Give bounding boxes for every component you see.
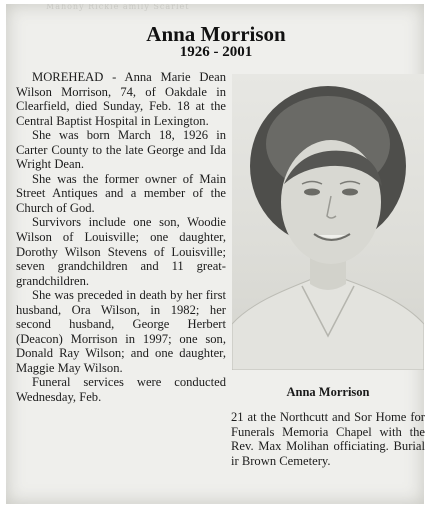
bleed-through-text: Mahony Rickie amily Scarlet	[46, 4, 190, 11]
portrait-illustration	[232, 74, 424, 370]
photo-caption: Anna Morrison	[286, 385, 370, 399]
paragraph-occupation: She was the former owner of Main Street Antiques and a member of the Church of God.	[16, 171, 226, 215]
obituary-body-left-column	[16, 70, 226, 405]
obituary-years: 1926 - 2001	[179, 44, 253, 60]
paragraph-funeral-continued: 21 at the Northcutt and Sor Home for Funerals Memoria Chapel with the Rev. Max Molihan officiating. Burial ir Brown Cemetery.	[231, 410, 425, 468]
obituary-body-right-column	[231, 410, 425, 468]
portrait-photo	[232, 74, 424, 370]
paragraph-birth: She was born March 18, 1926 in Carter County to the late George and Ida Wright Dean.	[16, 128, 226, 172]
obituary-name: Anna Morrison	[146, 22, 286, 46]
paragraph-death-notice: MOREHEAD - Anna Marie Dean Wilson Morrison, 74, of Oakdale in Clearfield, died Sunday, Feb. 18 at the Central Baptist Hospital in Lexington.	[16, 70, 226, 128]
paragraph-survivors: Survivors include one son, Woodie Wilson of Louisville; one daughter, Dorothy Wilson Stevens of Louisville; seven grandchildren and 11 great-grandchildren.	[16, 215, 226, 288]
paragraph-preceded: She was preceded in death by her first husband, Ora Wilson, in 1982; her second husband, George Herbert (Deacon) Morrison in 1997; one son, Donald Ray Wilson; and one daughter, Maggie May Wilson.	[16, 288, 226, 375]
paragraph-funeral-start: Funeral services were conducted Wednesday, Feb.	[16, 375, 226, 405]
